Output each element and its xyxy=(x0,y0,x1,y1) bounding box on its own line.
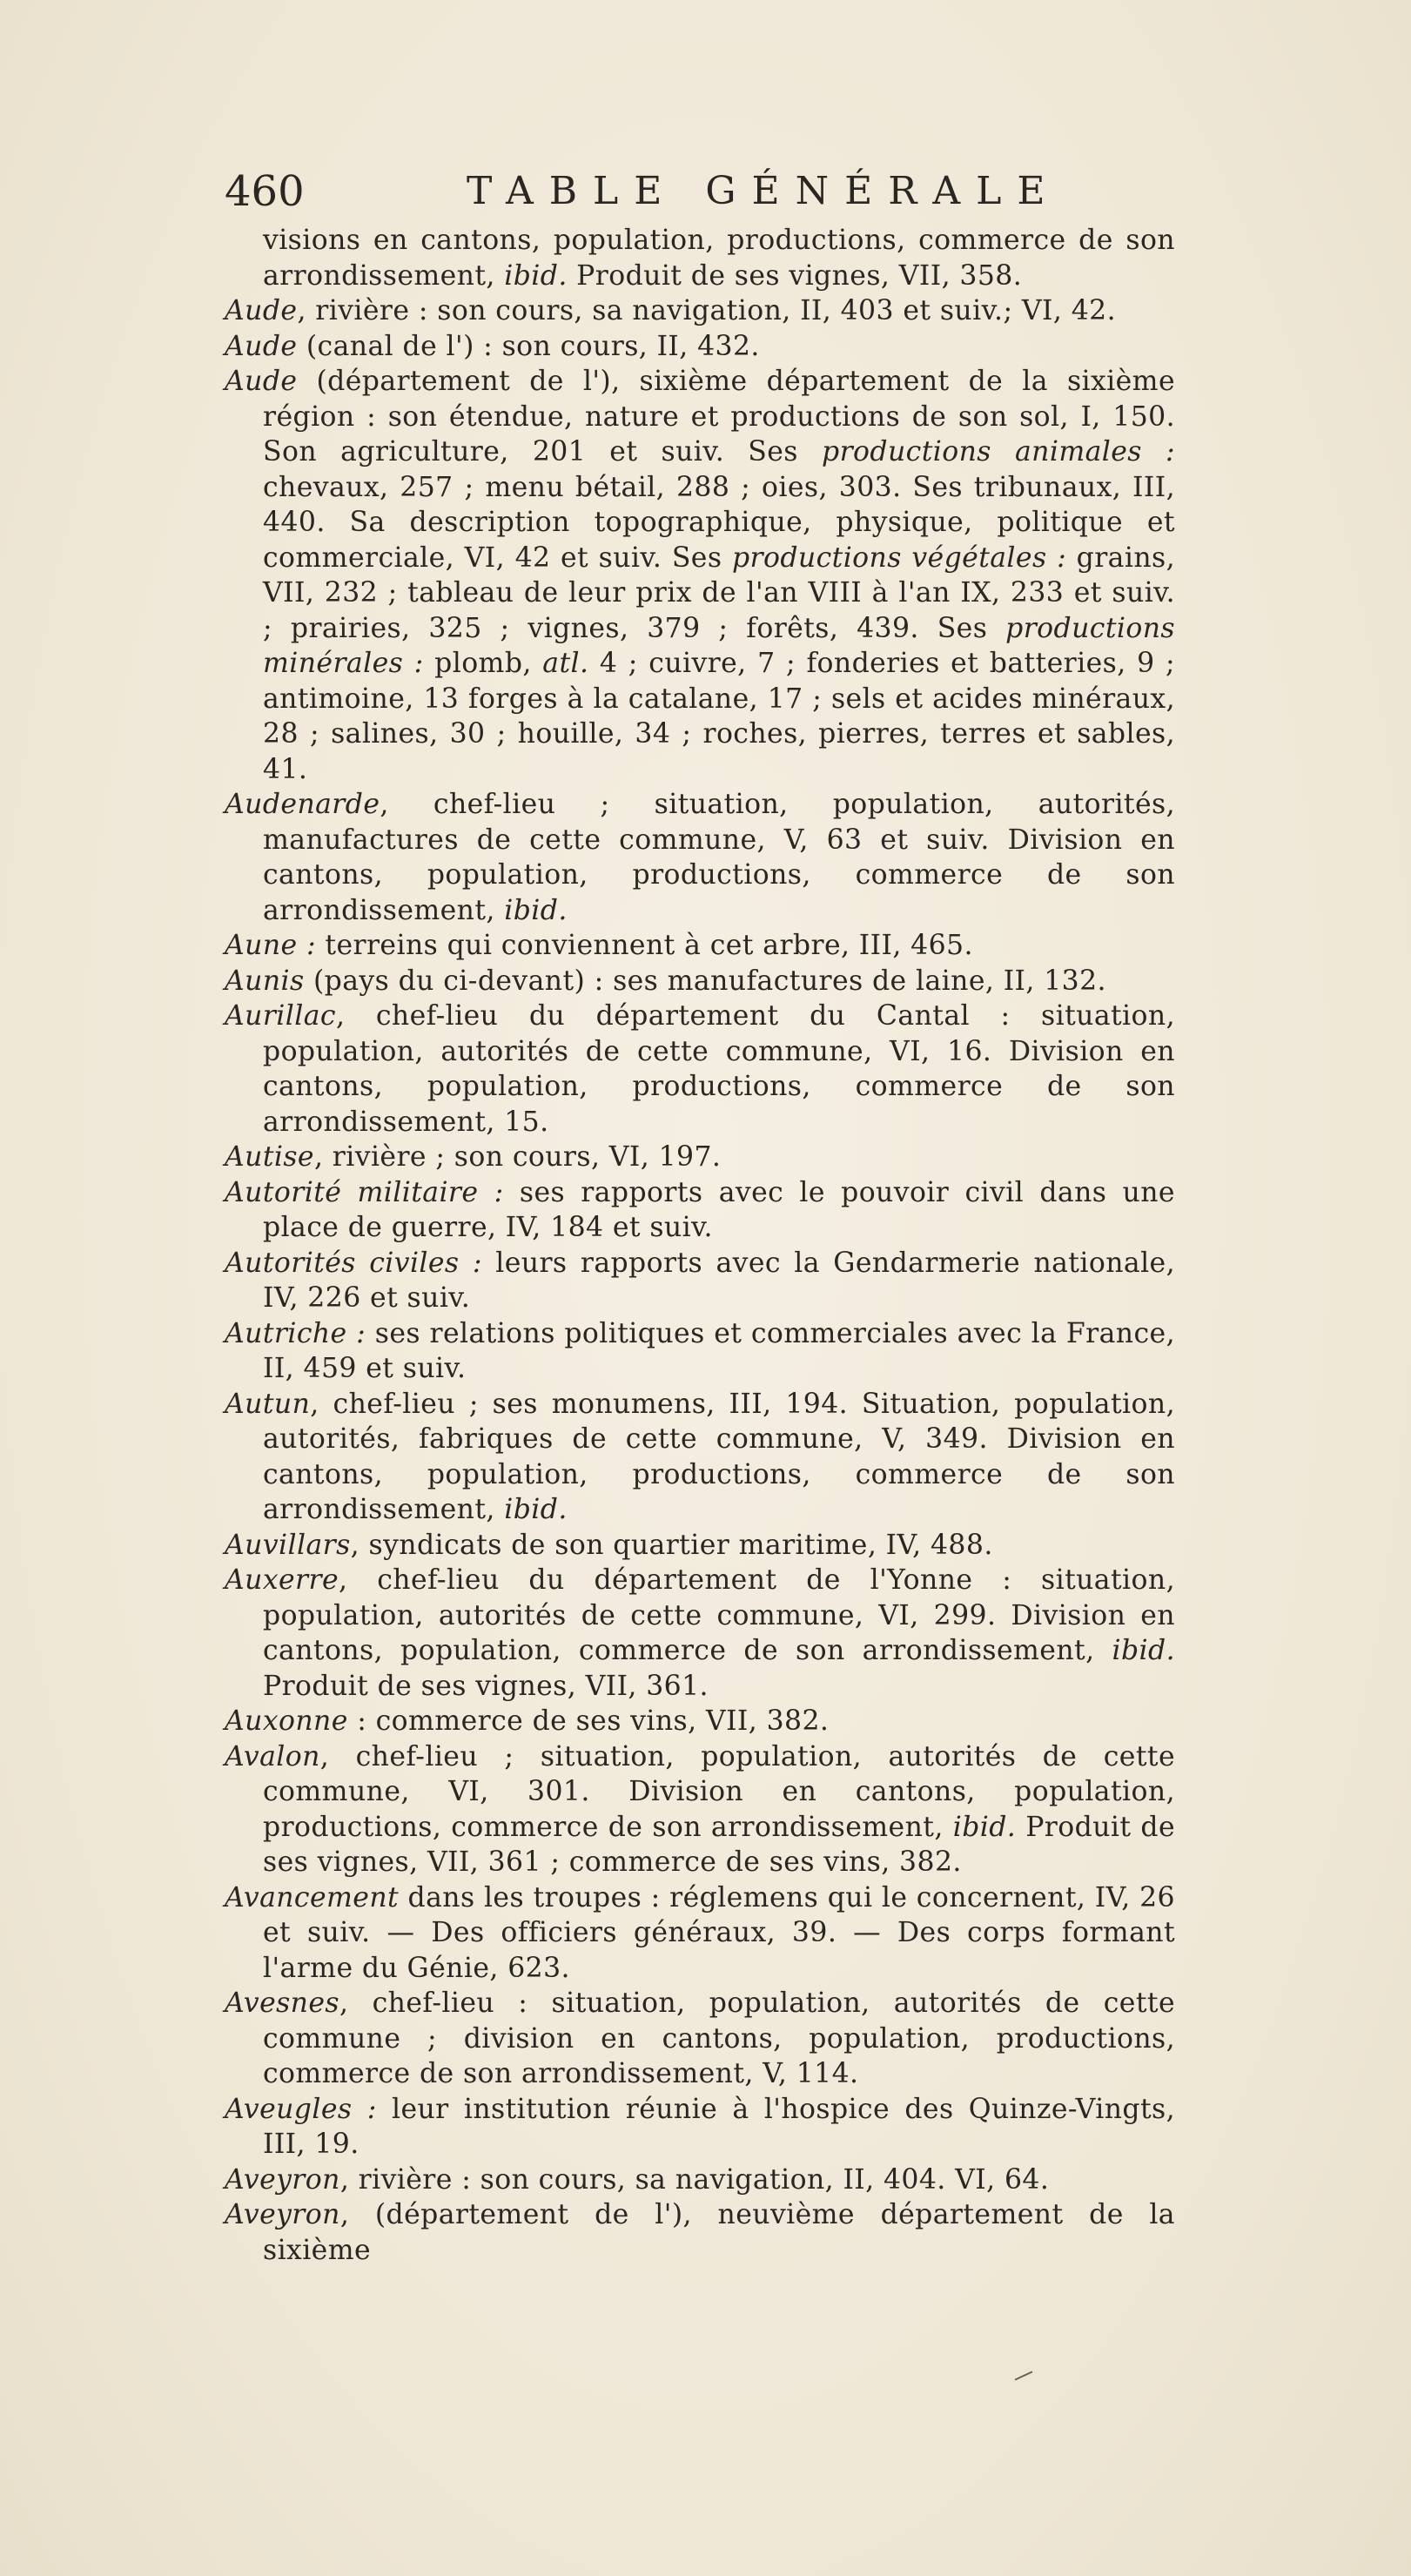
entry-text: , (département de l'), neuvième département de la sixième xyxy=(263,2199,1175,2266)
entry-text: , chef-lieu du département du Cantal : situation, population, autorités de cette commune, VI, 16. Division en cantons, population, productions, commerce de son arrondissement, 15. xyxy=(263,1000,1175,1138)
entry-text: ibid. xyxy=(504,894,568,926)
index-entry xyxy=(225,1880,1175,1987)
index-entry xyxy=(225,964,1175,999)
entry-headword: Aunis xyxy=(225,965,305,997)
entry-headword: Auxonne xyxy=(225,1705,348,1737)
entry-text: , chef-lieu du département de l'Yonne : situation, population, autorités de cette commune, VI, 299. Division en cantons, population, commerce de son arrondissement, xyxy=(263,1564,1175,1666)
entry-text: ses rapports avec le pouvoir civil dans une place de guerre, IV, 184 et suiv. xyxy=(263,1176,1175,1243)
entry-headword: Aurillac xyxy=(225,1000,336,1032)
entry-headword: Autun xyxy=(225,1388,311,1420)
index-entry xyxy=(225,1175,1175,1246)
index-entry xyxy=(225,1704,1175,1739)
entry-text: ibid. xyxy=(1112,1635,1175,1666)
running-head xyxy=(225,165,1182,218)
index-entry xyxy=(225,1563,1175,1704)
entry-text: plomb, xyxy=(423,648,543,679)
entry-headword: Aveyron xyxy=(225,2199,340,2230)
entry-text: , chef-lieu ; situation, population, autorités de cette commune, VI, 301. Division en cantons, population, productions, commerce de son arrondissement, xyxy=(263,1740,1175,1843)
entry-headword: Auvillars xyxy=(225,1529,351,1561)
index-entry xyxy=(225,1387,1175,1528)
index-entry xyxy=(225,1246,1175,1316)
index-entry xyxy=(225,1316,1175,1387)
entry-headword: Aude xyxy=(225,295,298,326)
entry-headword: Avancement xyxy=(225,1881,400,1914)
entry-text: , rivière : son cours, sa navigation, II, 404. VI, 64. xyxy=(339,2163,1050,2196)
entry-headword: Aude xyxy=(225,366,298,397)
entry-text: (pays du ci-devant) : ses manufactures de laine, II, 132. xyxy=(304,965,1106,997)
entry-headword: Autriche : xyxy=(225,1317,366,1349)
index-entry xyxy=(225,787,1175,928)
entry-text: (canal de l') : son cours, II, 432. xyxy=(297,330,760,362)
index-entries xyxy=(225,223,1175,2268)
entry-text: 4 ; cuivre, 7 ; fonderies et batteries, 9 ; antimoine, 13 forges à la catalane, 17 ; sels et acides minéraux, 28 ; salines, 30 ; houille, 34 ; roches, pierres, terres et sables, 41. xyxy=(263,648,1176,785)
entry-text: ibid. xyxy=(504,1494,568,1525)
entry-text: leur institution réunie à l'hospice des Quinze-Vingts, III, 19. xyxy=(263,2093,1175,2160)
index-entry xyxy=(225,329,1175,365)
entry-text: grains, VII, 232 ; tableau de leur prix de l'an VIII à l'an IX, 233 et suiv. ; prairies, 325 ; vignes, 379 ; forêts, 439. Ses xyxy=(263,541,1175,644)
entry-headword: Aune : xyxy=(225,930,316,961)
entry-text: ibid. xyxy=(952,1811,1017,1843)
entry-text: dans les troupes : réglemens qui le concernent, IV, 26 et suiv. — Des officiers généraux, 39. — Des corps formant l'arme du Génie, 623. xyxy=(263,1881,1175,1984)
entry-text: Produit de ses vignes, VII, 361 ; commerce de ses vins, 382. xyxy=(263,1811,1176,1878)
index-entry xyxy=(225,1986,1175,2092)
index-entry xyxy=(225,1739,1175,1880)
entry-text: Produit de ses vignes, VII, 358. xyxy=(567,259,1023,292)
index-entry xyxy=(225,2162,1175,2198)
entry-text: productions végétales : xyxy=(731,541,1067,574)
entry-headword: Audenarde xyxy=(225,789,380,820)
ink-mark xyxy=(1015,2371,1033,2380)
entry-text: , syndicats de son quartier maritime, IV, 488. xyxy=(350,1529,993,1561)
entry-text: (département de l'), sixième département de la sixième région : son étendue, nature et productions de son sol, I, 150. Son agriculture, 201 et suiv. Ses xyxy=(263,366,1175,467)
entry-text: Produit de ses vignes, VII, 361. xyxy=(263,1670,709,1702)
entry-headword: Avesnes xyxy=(225,1987,339,2019)
entry-headword: Auxerre xyxy=(225,1564,339,1596)
index-entry xyxy=(225,223,1175,293)
entry-text: ses relations politiques et commerciales avec la France, II, 459 et suiv. xyxy=(263,1317,1175,1384)
page-number: 460 xyxy=(225,167,305,216)
entry-headword: Autorité militaire : xyxy=(225,1176,504,1208)
entry-text: ibid. xyxy=(504,259,568,292)
entry-text: terreins qui conviennent à cet arbre, III, 465. xyxy=(316,930,973,961)
entry-text: leurs rapports avec la Gendarmerie nationale, IV, 226 et suiv. xyxy=(263,1247,1176,1314)
entry-text: , rivière : son cours, sa navigation, II, 403 et suiv.; VI, 42. xyxy=(297,295,1116,326)
entry-text: : commerce de ses vins, VII, 382. xyxy=(347,1705,830,1737)
entry-text: , chef-lieu ; situation, population, autorités, manufactures de cette commune, V, 63 et suiv. Division en cantons, population, productions, commerce de son arrondissement, xyxy=(263,789,1175,926)
entry-text: , chef-lieu ; ses monumens, III, 194. Situation, population, autorités, fabriques de cette commune, V, 349. Division en cantons, population, productions, commerce de son arrondissement, xyxy=(263,1388,1175,1525)
entry-text: chevaux, 257 ; menu bétail, 288 ; oies, 303. Ses tribunaux, III, 440. Sa description topographique, physique, politique et commerciale, VI, 42 et suiv. Ses xyxy=(263,471,1175,574)
index-entry xyxy=(225,2092,1175,2162)
index-entry xyxy=(225,1528,1175,1564)
entry-text: productions animales : xyxy=(822,436,1176,467)
index-entry xyxy=(225,928,1175,964)
entry-text: , rivière ; son cours, VI, 197. xyxy=(313,1141,722,1173)
entry-text: atl. xyxy=(542,648,589,679)
entry-text: , chef-lieu : situation, population, autorités de cette commune ; division en cantons, population, productions, commerce de son arrondissement, V, 114. xyxy=(263,1987,1175,2089)
header-title: TABLE GÉNÉRALE xyxy=(467,169,1061,213)
index-entry xyxy=(225,293,1175,329)
entry-text: productions minérales : xyxy=(263,612,1175,679)
entry-headword: Aveugles : xyxy=(225,2093,377,2125)
entry-headword: Autorités civiles : xyxy=(225,1247,482,1279)
index-entry xyxy=(225,2197,1175,2268)
index-entry xyxy=(225,1140,1175,1175)
entry-text: visions en cantons, population, productions, commerce de son arrondissement, xyxy=(263,225,1175,292)
entry-headword: Aveyron xyxy=(225,2163,340,2196)
entry-headword: Avalon xyxy=(225,1740,320,1772)
index-entry xyxy=(225,364,1175,787)
index-entry xyxy=(225,999,1175,1140)
entry-headword: Autise xyxy=(225,1141,314,1173)
entry-headword: Aude xyxy=(225,330,298,362)
